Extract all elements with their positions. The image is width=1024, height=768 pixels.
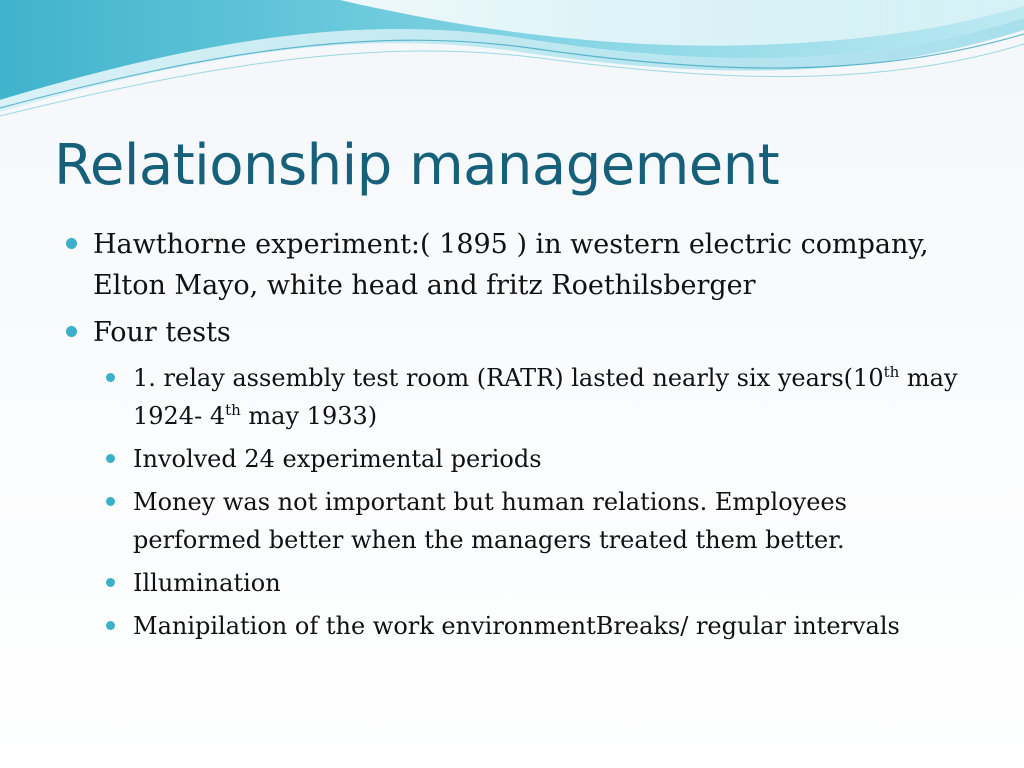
- slide-content: [66, 224, 966, 650]
- relay-text-part1: 1. relay assembly test room (RATR) lasted nearly six years(10: [133, 364, 884, 392]
- bullet-hawthorne: Hawthorne experiment:( 1895 ) in western electric company, Elton Mayo, white head and fritz Roethilsberger: [66, 224, 966, 306]
- header-wave-decoration: [0, 0, 1024, 120]
- slide-title: Relationship management: [54, 133, 780, 198]
- sub-bullet-human-relations: Money was not important but human relations. Employees performed better when the managers treated them better.: [106, 483, 966, 559]
- relay-text-part3: may 1933): [240, 402, 378, 430]
- bullet-four-tests: Four tests: [66, 312, 966, 353]
- relay-superscript-1: th: [883, 363, 900, 381]
- relay-superscript-2: th: [225, 401, 241, 419]
- sub-bullet-work-environment: Manipilation of the work environmentBreaks/ regular intervals: [106, 607, 966, 645]
- sub-bullet-relay-assembly: [106, 359, 966, 435]
- sub-bullet-illumination: Illumination: [106, 564, 966, 602]
- relay-text-part2: may 1924- 4: [133, 364, 958, 430]
- sub-bullet-experimental-periods: Involved 24 experimental periods: [106, 440, 966, 478]
